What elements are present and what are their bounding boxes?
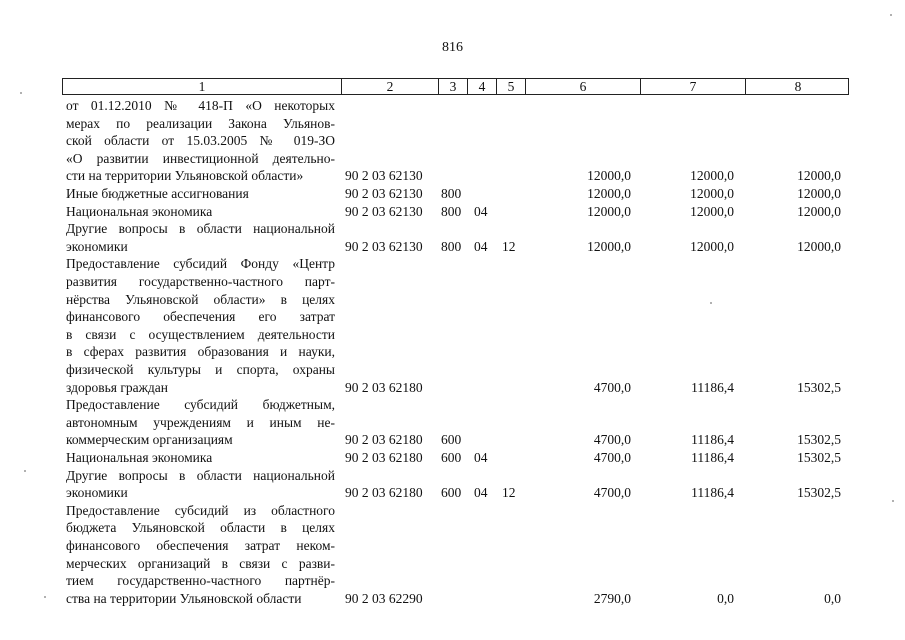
row-description <box>66 449 335 467</box>
description-line: Национальная экономика <box>66 203 213 219</box>
description-line: коммерческим организациям <box>66 432 233 448</box>
description-line: экономики <box>66 485 128 501</box>
table-row <box>0 467 905 502</box>
row-col-3: 600 <box>441 450 462 465</box>
row-value-8: 12000,0 <box>797 203 841 219</box>
row-value-7: 0,0 <box>717 590 734 606</box>
scan-speck <box>892 500 894 502</box>
row-description <box>66 467 335 502</box>
description-line: бюджета Ульяновской области в целях <box>66 520 335 536</box>
row-code: 90 2 03 62130 <box>345 186 423 201</box>
description-line: Предоставление субсидий Фонду «Центр <box>66 256 335 272</box>
table-row <box>0 203 905 221</box>
table-row <box>0 185 905 203</box>
header-col-8: 8 <box>794 79 802 94</box>
row-col-4: 04 <box>474 203 488 219</box>
row-description <box>66 396 335 449</box>
row-value-7: 12000,0 <box>690 186 734 201</box>
description-line: Предоставление субсидий бюджетным, <box>66 397 335 413</box>
row-col-5: 12 <box>502 485 516 501</box>
table-row <box>0 220 905 255</box>
header-col-1: 1 <box>63 79 342 94</box>
description-line: физической культуры и спорта, охраны <box>66 361 335 377</box>
header-col-7: 7 <box>641 79 746 94</box>
row-value-7: 12000,0 <box>690 203 734 219</box>
description-line: автономным учреждениям и иным не- <box>66 414 335 430</box>
description-line: ства на территории Ульяновской области <box>66 590 302 606</box>
page-number: 816 <box>442 40 463 55</box>
row-value-6: 4700,0 <box>593 432 631 448</box>
header-col-4: 4 <box>468 79 497 94</box>
description-line: в сферах развития образования и науки, <box>66 344 335 360</box>
row-value-8: 15302,5 <box>797 450 841 465</box>
row-description <box>66 502 335 608</box>
row-value-8: 12000,0 <box>797 186 841 201</box>
row-code: 90 2 03 62290 <box>345 590 423 606</box>
row-value-6: 4700,0 <box>593 379 631 395</box>
row-col-3: 800 <box>441 238 462 254</box>
row-col-3: 800 <box>441 186 462 201</box>
description-line: финансового обеспечения его затрат <box>66 309 335 325</box>
row-value-7: 12000,0 <box>690 238 734 254</box>
description-line: тием государственно-частного партнёр- <box>66 573 335 589</box>
row-value-8: 15302,5 <box>797 432 841 448</box>
header-col-3: 3 <box>439 79 468 94</box>
row-value-7: 11186,4 <box>691 379 734 395</box>
header-col-5: 5 <box>497 79 526 94</box>
description-line: Другие вопросы в области национальной <box>66 467 335 483</box>
description-line: Иные бюджетные ассигнования <box>66 186 249 201</box>
row-code: 90 2 03 62130 <box>345 168 423 184</box>
description-line: экономики <box>66 238 128 254</box>
row-code: 90 2 03 62130 <box>345 238 423 254</box>
description-line: Национальная экономика <box>66 450 213 465</box>
row-value-6: 4700,0 <box>593 450 631 465</box>
row-value-8: 0,0 <box>824 590 841 606</box>
row-value-7: 12000,0 <box>690 168 734 184</box>
description-line: здоровья граждан <box>66 379 169 395</box>
row-value-7: 11186,4 <box>691 432 734 448</box>
description-line: нёрства Ульяновской области» в целях <box>66 291 335 307</box>
row-col-4: 04 <box>474 238 488 254</box>
row-description <box>66 220 335 255</box>
row-value-8: 15302,5 <box>797 379 841 395</box>
row-col-3: 600 <box>441 485 462 501</box>
description-line: ской области от 15.03.2005 № 019-ЗО <box>66 133 335 149</box>
table-row <box>0 502 905 608</box>
description-line: финансового обеспечения затрат неком- <box>66 537 335 553</box>
row-value-6: 2790,0 <box>593 590 631 606</box>
description-line: от 01.12.2010 № 418-П «О некоторых <box>66 98 335 113</box>
row-value-6: 4700,0 <box>593 485 631 501</box>
row-value-8: 15302,5 <box>797 485 841 501</box>
row-code: 90 2 03 62180 <box>345 485 423 501</box>
row-col-5: 12 <box>502 238 516 254</box>
row-description <box>66 185 335 203</box>
description-line: мерческих организаций в связи с разви- <box>66 555 335 571</box>
row-code: 90 2 03 62180 <box>345 379 423 395</box>
row-value-7: 11186,4 <box>691 485 734 501</box>
row-value-6: 12000,0 <box>587 238 631 254</box>
row-col-3: 800 <box>441 203 462 219</box>
table-header <box>62 78 849 95</box>
row-value-6: 12000,0 <box>587 203 631 219</box>
row-description <box>66 97 335 185</box>
row-value-8: 12000,0 <box>797 168 841 184</box>
description-line: развития государственно-частного парт- <box>66 273 335 289</box>
row-code: 90 2 03 62180 <box>345 432 423 448</box>
scan-speck <box>24 470 26 472</box>
description-line: Другие вопросы в области национальной <box>66 221 335 237</box>
table-row <box>0 97 905 185</box>
header-col-2: 2 <box>342 79 439 94</box>
table-row <box>0 449 905 467</box>
row-value-6: 12000,0 <box>587 186 631 201</box>
description-line: сти на территории Ульяновской области» <box>66 168 304 184</box>
header-col-6: 6 <box>526 79 641 94</box>
scan-speck <box>20 92 22 94</box>
row-description <box>66 255 335 396</box>
row-col-3: 600 <box>441 432 462 448</box>
description-line: Предоставление субсидий из областного <box>66 502 335 518</box>
scan-speck <box>890 14 892 16</box>
row-value-6: 12000,0 <box>587 168 631 184</box>
row-value-7: 11186,4 <box>691 450 734 465</box>
table-row <box>0 255 905 396</box>
row-code: 90 2 03 62180 <box>345 450 423 465</box>
row-col-4: 04 <box>474 450 488 465</box>
description-line: «О развитии инвестиционной деятельно- <box>66 150 335 166</box>
description-line: мерах по реализации Закона Ульянов- <box>66 115 335 131</box>
table-row <box>0 396 905 449</box>
row-code: 90 2 03 62130 <box>345 203 423 219</box>
scan-speck <box>710 302 712 304</box>
row-col-4: 04 <box>474 485 488 501</box>
scan-speck <box>44 596 46 598</box>
row-value-8: 12000,0 <box>797 238 841 254</box>
row-description <box>66 203 335 221</box>
description-line: в связи с осуществлением деятельности <box>66 326 335 342</box>
